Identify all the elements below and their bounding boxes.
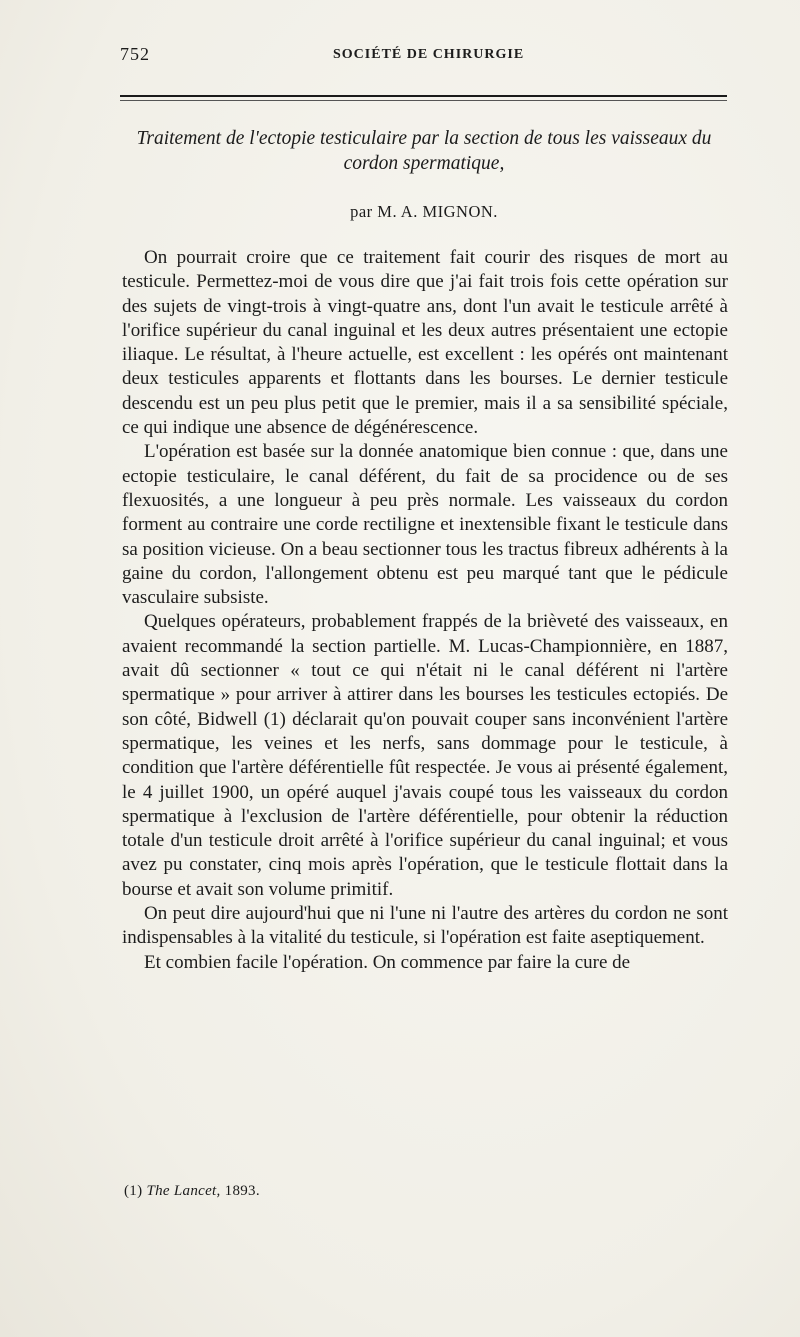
header-rule [120,95,727,97]
footnote-source: The Lancet, [146,1183,221,1199]
running-head [120,44,728,68]
header-rule-thin [120,100,727,101]
paragraph: On pourrait croire que ce traitement fait courir des risques de mort au testicule. Permettez-moi de vous dire que j'ai fait trois fois cette opération sur des sujets de vingt-trois à vingt-quatre ans, dont l'un avait le testicule arrêté à l'orifice supérieur du canal inguinal et les deux autres présentaient une ectopie iliaque. Le résultat, à l'heure actuelle, est excellent : les opérés ont maintenant deux testicules apparents et flottants dans les bourses. Le dernier testicule descendu est un peu plus petit que le premier, mais il a sa sensibilité spéciale, ce qui indique une absence de dégénérescence. [122,247,728,439]
running-title: SOCIÉTÉ DE CHIRURGIE [333,47,525,62]
paragraph: Et combien facile l'opération. On commence par faire la cure de [144,951,631,973]
byline: par M. A. MIGNON. [350,202,498,221]
paragraph: Quelques opérateurs, probablement frappés de la brièveté des vaisseaux, en avaient recommandé la section partielle. M. Lucas-Championnière, en 1887, avait dû sectionner « tout ce qui n'était ni le canal déférent ni l'artère spermatique » pour arriver à attirer dans les bourses les testicules ectopiés. De son côté, Bidwell (1) déclarait qu'on pouvait couper sans inconvénient l'artère spermatique, les veines et les nerfs, sans dommage pour le testicule, à condition que l'artère déférentielle fût respectée. Je vous ai présenté également, le 4 juillet 1900, un opéré auquel j'avais coupé tous les vaisseaux du cordon spermatique à l'exclusion de l'artère déférentielle, pour obtenir la réduction totale d'un testicule droit arrêté à l'orifice supérieur du canal inguinal; et vous avez pu constater, cinq mois après l'opération, que le testicule flottait dans la bourse et avait son volume primitif. [122,611,728,900]
article-title: Traitement de l'ectopie testiculaire par la section de tous les vaisseaux du cordon spermatique, [136,128,712,174]
body-text [122,246,728,975]
footnote-year: 1893. [224,1183,260,1199]
footnote-marker: (1) [124,1183,143,1199]
paragraph: L'opération est basée sur la donnée anatomique bien connue : que, dans une ectopie testiculaire, le canal déférent, du fait de sa procidence ou de ses flexuosités, a une longueur à peu près normale. Les vaisseaux du cordon forment au contraire une corde rectiligne et inextensible fixant le testicule dans sa position vicieuse. On a beau sectionner tous les tractus fibreux adhérents à la gaine du cordon, l'allongement obtenu est peu marqué tant que le pédicule vasculaire subsiste. [122,441,728,609]
page-number: 752 [120,44,150,64]
footnote [124,1183,260,1200]
paragraph: On peut dire aujourd'hui que ni l'une ni l'autre des artères du cordon ne sont indispensables à la vitalité du testicule, si l'opération est faite aseptiquement. [122,903,728,949]
